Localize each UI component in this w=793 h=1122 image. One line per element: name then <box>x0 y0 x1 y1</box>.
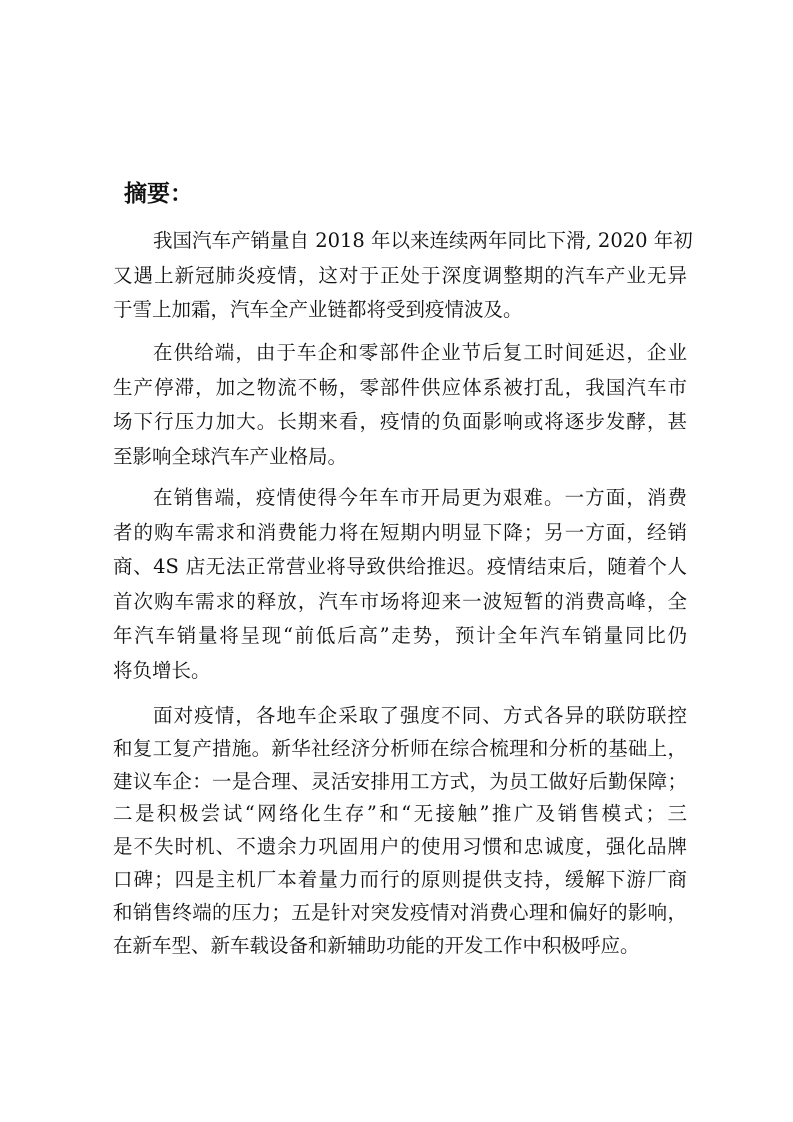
paragraph-4 <box>113 700 687 962</box>
text-line: 建议车企：一是合理、灵活安排用工方式，为员工做好后勤保障； <box>113 769 687 793</box>
text-line: 口碑；四是主机厂本着量力而行的原则提供支持，缓解下游厂商 <box>113 867 687 891</box>
text-line: 年汽车销量将呈现“前低后高”走势，预计全年汽车销量同比仍 <box>113 624 687 647</box>
text-line: 场下行压力加大。长期来看，疫情的负面影响或将逐步发酵，甚 <box>113 410 687 433</box>
text-line: 商、4S 店无法正常营业将导致供给推迟。疫情结束后，随着个人 <box>113 555 687 578</box>
text-line: 和销售终端的压力；五是针对突发疫情对消费心理和偏好的影响， <box>113 900 687 924</box>
paragraph-1 <box>113 224 693 328</box>
text-line: 二是积极尝试“网络化生存”和“无接触”推广及销售模式；三 <box>113 802 687 826</box>
paragraph-2 <box>113 336 687 474</box>
text-line: 和复工复产措施。新华社经济分析师在综合梳理和分析的基础上， <box>113 736 687 760</box>
text-line: 又遇上新冠肺炎疫情，这对于正处于深度调整期的汽车产业无异 <box>113 263 687 287</box>
text-line: 生产停滞，加之物流不畅，零部件供应体系被打乱，我国汽车市 <box>113 375 687 399</box>
text-line: 于雪上加霜，汽车全产业链都将受到疫情波及。 <box>113 298 523 321</box>
text-line: 在销售端，疫情使得今年车市开局更为艰难。一方面，消费 <box>153 486 687 509</box>
abstract-heading: 摘要： <box>124 181 193 207</box>
text-line: 至影响全球汽车产业格局。 <box>113 444 348 468</box>
text-line: 首次购车需求的释放，汽车市场将迎来一波短暂的消费高峰，全 <box>113 589 687 613</box>
text-line: 在新车型、新车载设备和新辅助功能的开发工作中积极呼应。 <box>113 933 640 957</box>
text-line: 在供给端，由于车企和零部件企业节后复工时间延迟，企业 <box>153 341 687 364</box>
text-line: 是不失时机、不遗余力巩固用户的使用习惯和忠诚度，强化品牌 <box>113 835 687 859</box>
text-line: 将负增长。 <box>113 658 211 682</box>
paragraph-3 <box>113 481 687 688</box>
text-line: 我国汽车产销量自 2018 年以来连续两年同比下滑, 2020 年初 <box>153 229 693 252</box>
text-line: 面对疫情，各地车企采取了强度不同、方式各异的联防联控 <box>153 704 687 727</box>
text-line: 者的购车需求和消费能力将在短期内明显下降；另一方面，经销 <box>113 520 687 544</box>
